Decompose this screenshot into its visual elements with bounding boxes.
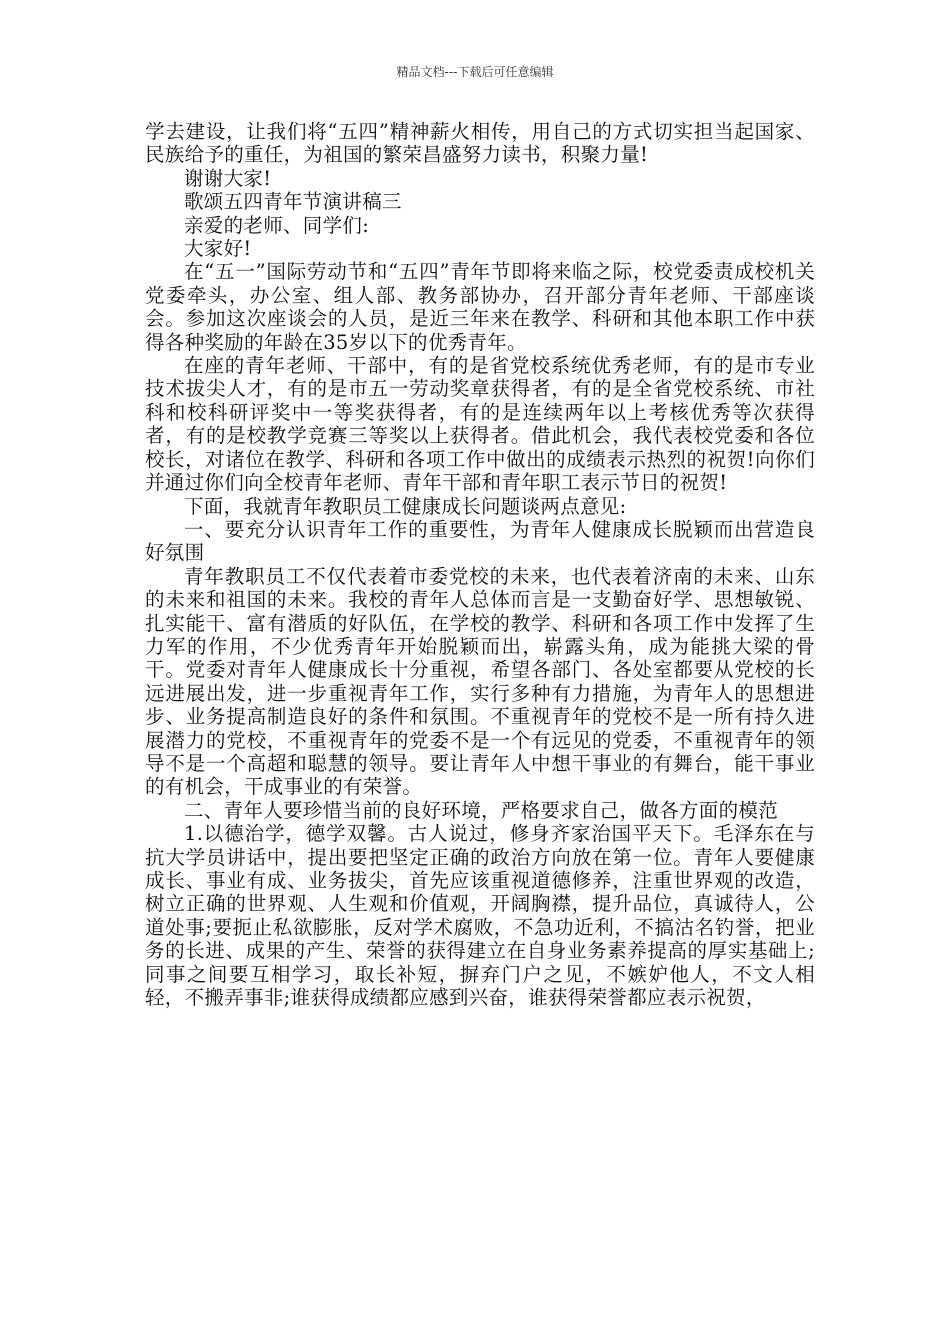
section-title: 歌颂五四青年节演讲稿三: [184, 190, 402, 214]
section-heading: 一、要充分认识青年工作的重要性，为青年人健康成长脱颖而出营造良好氛围: [145, 517, 815, 565]
section-heading: 二、青年人要珍惜当前的良好环境，严格要求自己，做各方面的模范: [184, 798, 779, 822]
paragraph: 在“五一”国际劳动节和“五四”青年节即将来临之际，校党委责成校机关党委牵头，办公室、组人部、教务部协办，召开部分青年老师、干部座谈会。参加这次座谈会的人员，是近三年来在教学、科研和其他本职工作中获得各种奖励的年龄在35岁以下的优秀青年。: [145, 260, 815, 354]
paragraph: 1.以德治学，德学双馨。古人说过，修身齐家治国平天下。毛泽东在与抗大学员讲话中，提出要把坚定正确的政治方向放在第一位。青年人要健康成长、事业有成、业务拔尖，首先应该重视道德修养，注重世界观的改造，树立正确的世界观、人生观和价值观，开阔胸襟，提升品位，真诚待人，公道处事;要扼止私欲膨胀，反对学术腐败，不急功近利，不搞沽名钓誉，把业务的长进、成果的产生、荣誉的获得建立在自身业务素养提高的厚实基础上;同事之间要互相学习，取长补短，摒弃门户之见，不嫉妒他人，不文人相轻，不搬弄事非;谁获得成绩都应感到兴奋，谁获得荣誉都应表示祝贺，: [145, 822, 815, 1010]
salutation: 亲爱的老师、同学们:: [184, 213, 370, 237]
paragraph: 在座的青年老师、干部中，有的是省党校系统优秀老师，有的是市专业技术拔尖人才，有的是市五一劳动奖章获得者，有的是全省党校系统、市社科和校科研评奖中一等奖获得者，有的是连续两年以上考核优秀等次获得者，有的是校教学竞赛三等奖以上获得者。借此机会，我代表校党委和各位校长，对诸位在教学、科研和各项工作中做出的成绩表示热烈的祝贺!向你们并通过你们向全校青年老师、青年干部和青年职工表示节日的祝贺!: [145, 354, 815, 495]
page-header: 精品文档---下载后可任意编辑: [396, 65, 554, 79]
paragraph: 谢谢大家!: [184, 166, 272, 190]
paragraph: 下面，我就青年教职员工健康成长问题谈两点意见:: [184, 494, 627, 518]
greeting: 大家好!: [184, 237, 252, 261]
paragraph: 学去建设，让我们将“五四”精神薪火相传，用自己的方式切实担当起国家、民族给予的重任，为祖国的繁荣昌盛努力读书，积聚力量!: [145, 120, 815, 167]
document-body: [145, 120, 815, 1009]
paragraph: 青年教职员工不仅代表着市委党校的未来，也代表着济南的未来、山东的未来和祖国的未来。我校的青年人总体而言是一支勤奋好学、思想敏锐、扎实能干、富有潜质的好队伍，在学校的教学、科研和各项工作中发挥了生力军的作用，不少优秀青年开始脱颖而出，崭露头角，成为能挑大梁的骨干。党委对青年人健康成长十分重视，希望各部门、各处室都要从党校的长远进展出发，进一步重视青年工作，实行多种有力措施，为青年人的思想进步、业务提高制造良好的条件和氛围。不重视青年的党校不是一所有持久进展潜力的党校，不重视青年的党委不是一个有远见的党委，不重视青年的领导不是一个高超和聪慧的领导。要让青年人中想干事业的有舞台，能干事业的有机会，干成事业的有荣誉。: [145, 564, 815, 799]
